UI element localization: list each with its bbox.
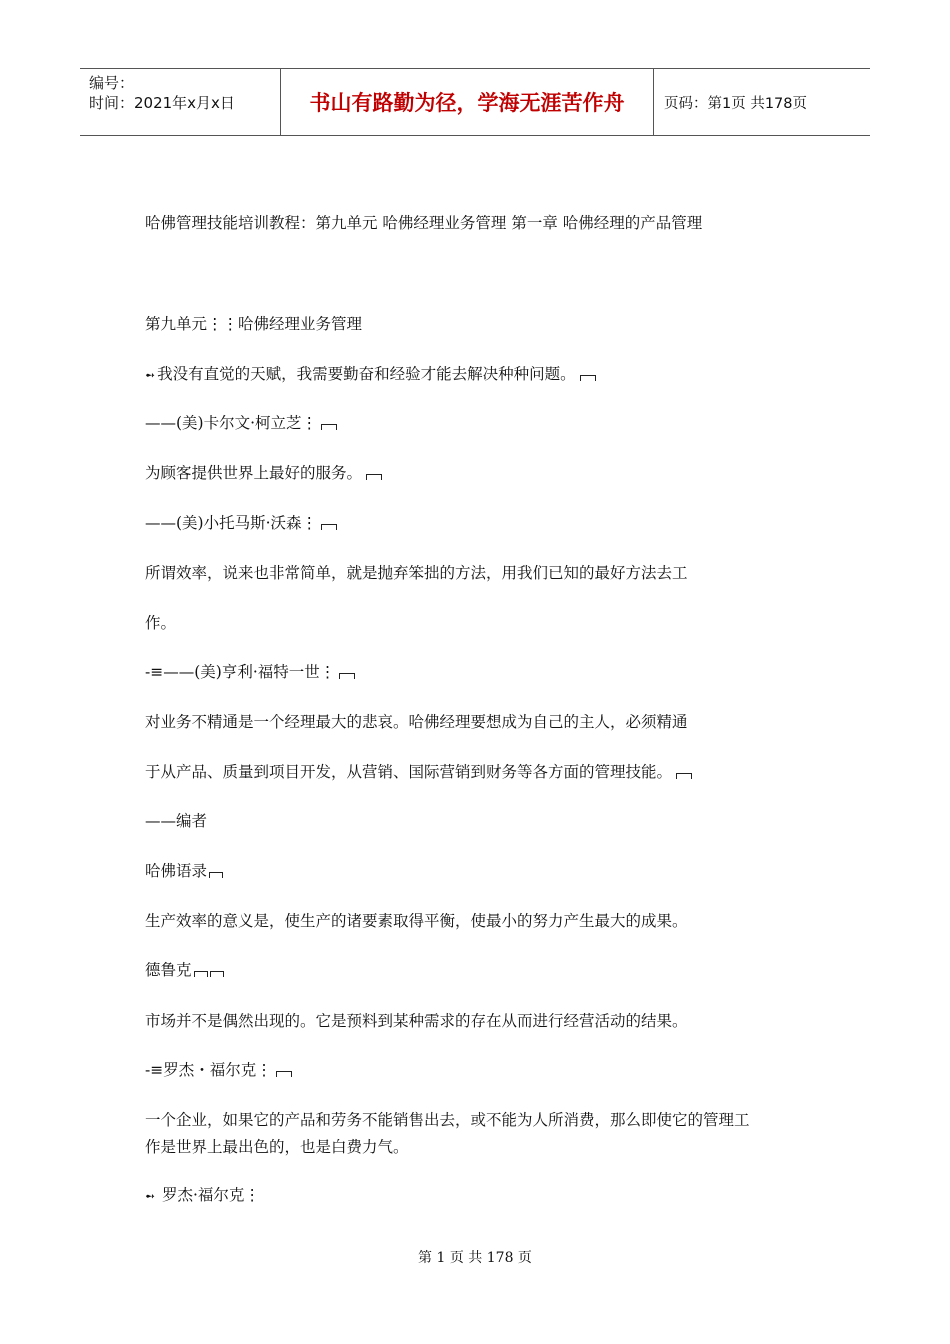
quote-1: ➻ 我没有直觉的天赋，我需要勤奋和经验才能去解决种种问题。	[145, 362, 596, 384]
mark-icon	[321, 424, 337, 430]
quote-7-author: ➻ 罗杰·福尔克⋮	[145, 1186, 260, 1204]
mark-icon	[321, 524, 337, 530]
page-header	[80, 68, 870, 136]
doc-title: 哈佛管理技能培训教程：第九单元 哈佛经理业务管理 第一章 哈佛经理的产品管理	[145, 214, 703, 232]
quote-3-line-1: 所谓效率，说来也非常简单，就是抛弃笨拙的方法，用我们已知的最好方法去工	[145, 564, 688, 582]
mark-icon	[276, 1071, 292, 1077]
quote-4-author: ——编者	[145, 812, 208, 830]
header-motto: 书山有路勤为径，学海无涯苦作舟	[281, 69, 654, 135]
mark-icon	[580, 375, 596, 381]
mark-icon	[339, 673, 355, 679]
quotes-heading: 哈佛语录	[145, 859, 223, 881]
page-footer: 第 1 页 共 178 页	[418, 1250, 532, 1266]
quote-2: 为顾客提供世界上最好的服务。	[145, 461, 382, 483]
mark-icon	[209, 872, 223, 878]
bullet-icon: ➻	[145, 368, 156, 382]
number-label: 编号：	[89, 74, 135, 92]
mark-icon	[210, 971, 224, 977]
quote-6: 市场并不是偶然出现的。它是预料到某种需求的存在从而进行经营活动的结果。	[145, 1012, 688, 1030]
quote-4-line-2: 于从产品、质量到项目开发，从营销、国际营销到财务等各方面的管理技能。	[145, 760, 692, 782]
quote-2-author: ——(美)小托马斯·沃森⋮	[145, 511, 337, 533]
header-page-info: 页码：第1页 共178页	[664, 95, 808, 112]
quote-6-author: -≡罗杰・福尔克⋮	[145, 1058, 292, 1080]
quote-7-line-2: 作是世界上最出色的，也是白费力气。	[145, 1138, 409, 1156]
quote-1-author: ——(美)卡尔文·柯立芝⋮	[145, 411, 337, 433]
mark-icon	[676, 773, 692, 779]
mark-icon	[194, 971, 208, 977]
quote-3-author: -≡——(美)亨利·福特一世⋮	[145, 660, 355, 682]
time-label: 时间：2021年x月x日	[89, 94, 235, 112]
quote-5-author: 德鲁克	[145, 958, 224, 980]
quote-4-line-1: 对业务不精通是一个经理最大的悲哀。哈佛经理要想成为自己的主人，必须精通	[145, 713, 688, 731]
quote-3-line-2: 作。	[145, 614, 177, 632]
quote-7-line-1: 一个企业，如果它的产品和劳务不能销售出去，或不能为人所消费，那么即使它的管理工	[145, 1111, 750, 1129]
unit-heading: 第九单元⋮⋮哈佛经理业务管理	[145, 315, 363, 333]
header-meta	[80, 69, 281, 135]
quote-5: 生产效率的意义是，使生产的诸要素取得平衡，使最小的努力产生最大的成果。	[145, 912, 688, 930]
bullet-icon: ➻	[145, 1189, 156, 1203]
mark-icon	[366, 474, 382, 480]
